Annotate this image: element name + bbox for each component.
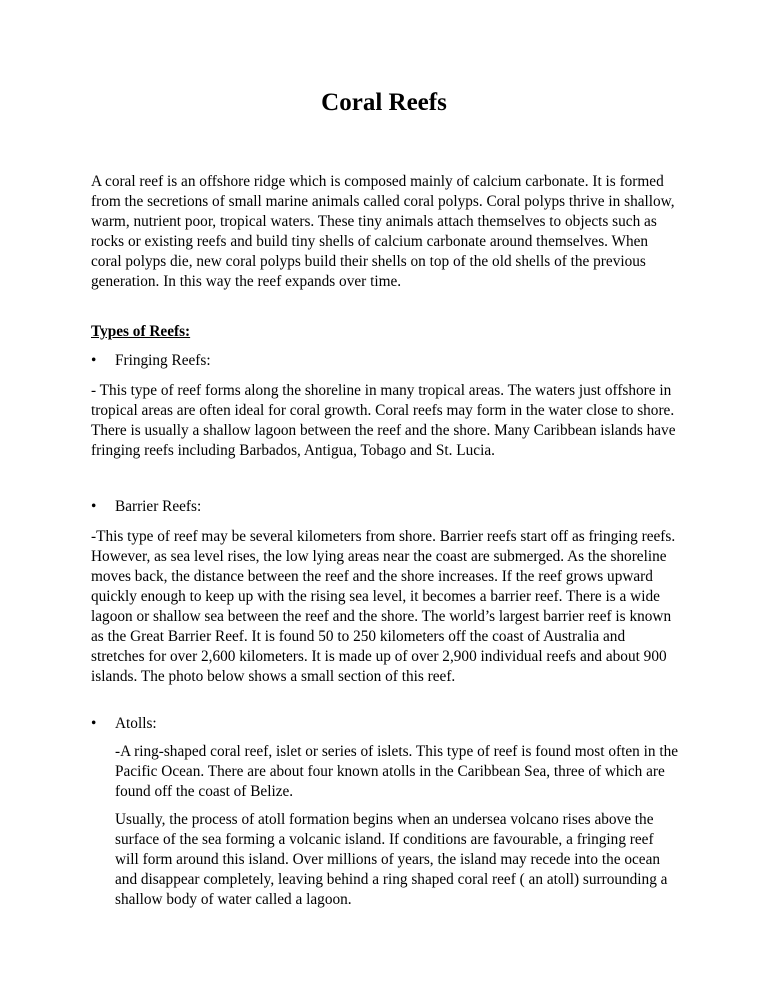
bullet-item-fringing bbox=[91, 351, 211, 371]
bullet-item-atolls bbox=[91, 714, 157, 734]
bullet-icon: • bbox=[91, 498, 97, 515]
bullet-label: Atolls: bbox=[115, 715, 157, 732]
bullet-icon: • bbox=[91, 352, 97, 369]
barrier-paragraph: -This type of reef may be several kilometers from shore. Barrier reefs start off as fringing reefs. However, as sea level rises, the low lying areas near the coast are submerged. As the shoreline moves back, the distance between the reef and the shore increases. If the reef grows upward quickly enough to keep up with the rising sea level, it becomes a barrier reef. There is a wide lagoon or shallow sea between the reef and the shore. The world’s largest barrier reef is known as the Great Barrier Reef. It is found 50 to 250 kilometers off the coast of Australia and stretches for over 2,600 kilometers. It is made up of over 2,900 individual reefs and about 900 islands. The photo below shows a small section of this reef. bbox=[91, 528, 676, 685]
bullet-icon: • bbox=[91, 715, 97, 732]
intro-paragraph: A coral reef is an offshore ridge which is composed mainly of calcium carbonate. It is formed from the secretions of small marine animals called coral polyps. Coral polyps thrive in shallow, warm, nutrient poor, tropical waters. These tiny animals attach themselves to objects such as rocks or existing reefs and build tiny shells of calcium carbonate around themselves. When coral polyps die, new coral polyps build their shells on top of the old shells of the previous generation. In this way the reef expands over time. bbox=[91, 173, 675, 290]
bullet-label: Fringing Reefs: bbox=[115, 352, 211, 369]
bullet-item-barrier bbox=[91, 497, 202, 517]
fringing-paragraph: - This type of reef forms along the shoreline in many tropical areas. The waters just offshore in tropical areas are often ideal for coral growth. Coral reefs may form in the water close to shore. There is usually a shallow lagoon between the reef and the shore. Many Caribbean islands have fringing reefs including Barbados, Antigua, Tobago and St. Lucia. bbox=[91, 382, 676, 459]
bullet-label: Barrier Reefs: bbox=[115, 498, 202, 515]
atolls-paragraph-2: Usually, the process of atoll formation begins when an undersea volcano rises above the surface of the sea forming a volcanic island. If conditions are favourable, a fringing reef will form around this island. Over millions of years, the island may recede into the ocean and disappear completely, leaving behind a ring shaped coral reef ( an atoll) surrounding a shallow body of water called a lagoon. bbox=[115, 811, 668, 908]
atolls-paragraph-1: -A ring-shaped coral reef, islet or series of islets. This type of reef is found most often in the Pacific Ocean. There are about four known atolls in the Caribbean Sea, three of which are found off the coast of Belize. bbox=[115, 743, 679, 800]
page-title: Coral Reefs bbox=[321, 89, 447, 116]
types-heading: Types of Reefs: bbox=[91, 323, 191, 340]
